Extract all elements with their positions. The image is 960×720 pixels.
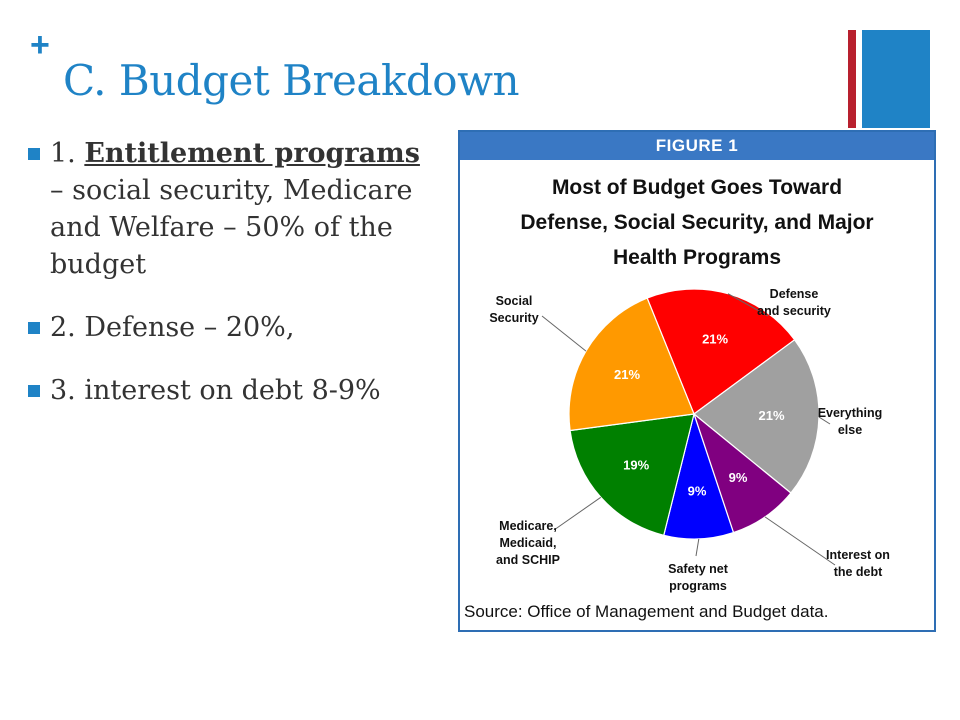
bullet-defense xyxy=(28,309,423,346)
bullet-text: 2. Defense – 20%, xyxy=(50,312,295,343)
slice-value-label: 21% xyxy=(758,407,785,423)
slice-category-label: Interest on the debt xyxy=(826,548,890,579)
accent-bar-blue xyxy=(862,30,930,128)
bullet-square-icon xyxy=(28,322,40,334)
slice-value-label: 9% xyxy=(687,483,707,499)
slice-category-label: Defense and security xyxy=(757,287,831,318)
figure-header: FIGURE 1 xyxy=(460,132,934,160)
leader-line xyxy=(542,316,586,351)
bullet-prefix: 1. xyxy=(50,138,85,169)
slice-category-label: Everything else xyxy=(817,406,883,437)
bullet-text: 3. interest on debt 8-9% xyxy=(50,375,381,406)
figure-panel xyxy=(458,130,936,632)
bullet-list xyxy=(28,135,423,435)
slice-category-label: Medicare, Medicaid, and SCHIP xyxy=(496,519,560,567)
bullet-emphasis: Entitlement programs xyxy=(84,138,420,169)
figure-title-line: Most of Budget Goes Toward xyxy=(551,176,843,199)
figure-title-line: Defense, Social Security, and Major xyxy=(520,211,874,234)
bullet-square-icon xyxy=(28,385,40,397)
slice-value-label: 9% xyxy=(728,469,748,485)
leader-line xyxy=(765,517,835,565)
plus-decoration: + xyxy=(30,26,50,64)
bullet-square-icon xyxy=(28,148,40,160)
slice-category-label: Safety net programs xyxy=(668,562,728,593)
slice-value-label: 21% xyxy=(702,331,729,347)
pie-chart xyxy=(460,132,934,630)
slide-title: C. Budget Breakdown xyxy=(63,56,520,105)
bullet-entitlement xyxy=(28,135,423,283)
leader-line xyxy=(554,497,601,530)
slice-value-label: 19% xyxy=(623,457,650,473)
slice-category-label: Social Security xyxy=(489,294,539,325)
accent-bar-red xyxy=(848,30,856,128)
leader-line xyxy=(696,539,699,556)
figure-title-line: Health Programs xyxy=(612,246,782,269)
bullet-rest: – social security, Medicare and Welfare – 50% of the budget xyxy=(50,175,413,280)
slice-value-label: 21% xyxy=(613,367,641,382)
figure-source: Source: Office of Management and Budget data. xyxy=(464,602,829,621)
bullet-interest xyxy=(28,372,423,409)
